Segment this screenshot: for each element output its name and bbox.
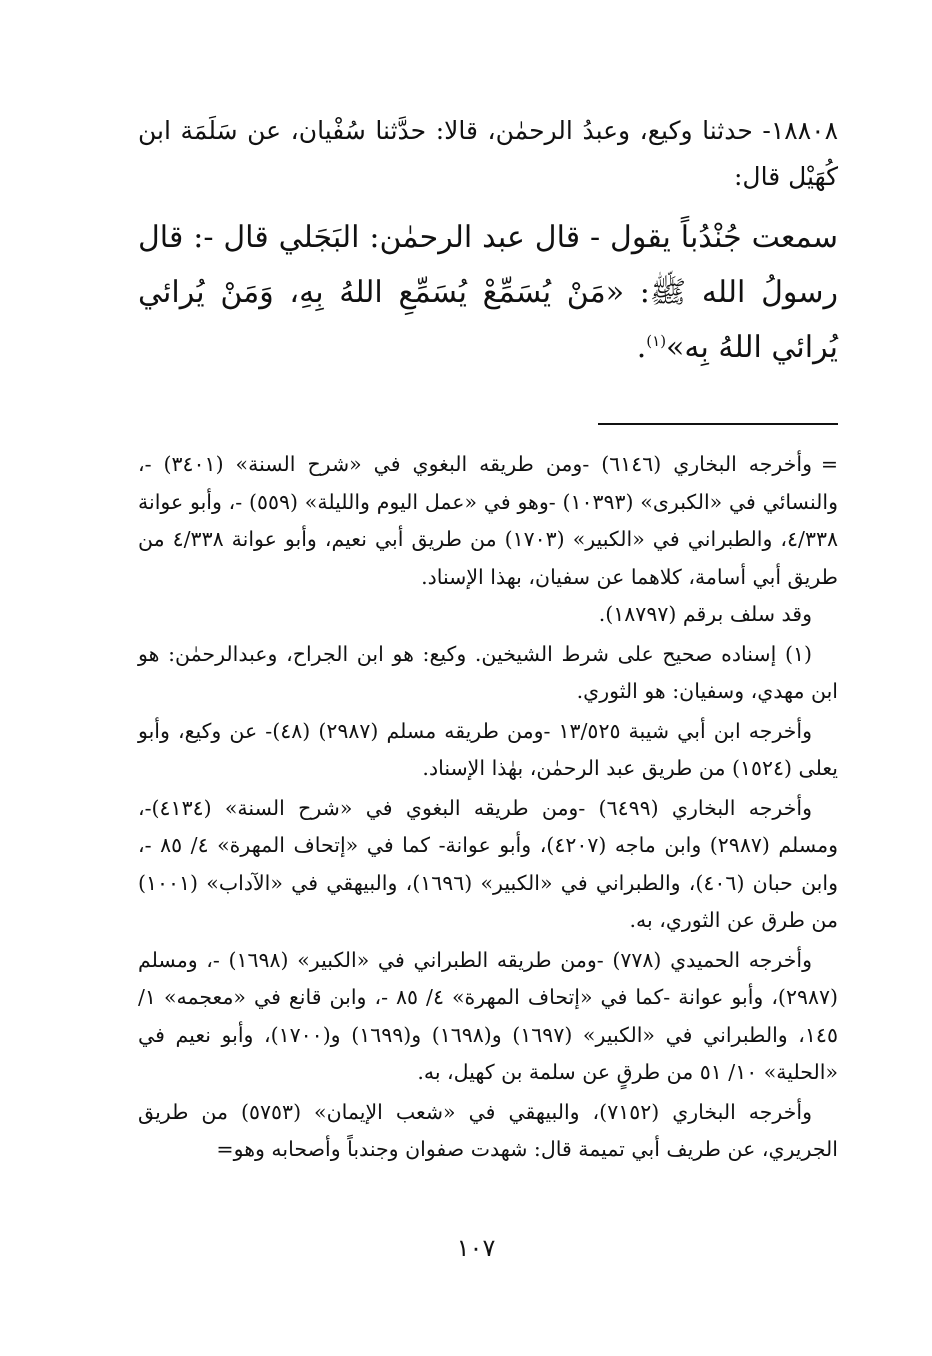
footnote-paragraph: وأخرجه البخاري (٦٤٩٩) -ومن طريقه البغوي في «شرح السنة» (٤١٣٤)-، ومسلم (٢٩٨٧) وابن ماجه (٤٢٠٧)، وأبو عوانة- كما في «إتحاف المهرة» ٤/ ٨٥ -، وابن حبان (٤٠٦)، والطبراني في «الكبير» (١٦٩٦)، والبيهقي في «الآداب» (١٠٠١) من طرق عن الثوري، به. bbox=[138, 795, 838, 932]
footnote-paragraph: وأخرجه الحميدي (٧٧٨) -ومن طريقه الطبراني في «الكبير» (١٦٩٨) -، ومسلم (٢٩٨٧)، وأبو عوانة -كما في «إتحاف المهرة» ٤/ ٨٥ -، وابن قانع في «معجمه» ١/ ١٤٥، والطبراني في «الكبير» (١٦٩٧) و(١٦٩٨) و(١٦٩٩) و(١٧٠٠)، وأبو نعيم في «الحلية» ١٠/ ٥١ من طرقٍ عن سلمة بن كهيل، به. bbox=[138, 947, 838, 1084]
footnote-paragraph: وأخرجه البخاري (٧١٥٢)، والبيهقي في «شعب الإيمان» (٥٧٥٣) من طريق الجريري، عن طريف أبي تميمة قال: شهدت صفوان وجندباً وأصحابه وهو= bbox=[138, 1099, 838, 1161]
footnote-1-paragraph: (١) إسناده صحيح على شرط الشيخين. وكيع: هو ابن الجراح، وعبدالرحمٰن: هو ابن مهدي، وسفيان: هو الثوري. bbox=[138, 641, 838, 703]
hadith-matn bbox=[138, 210, 838, 375]
hadith-end-mark: . bbox=[636, 330, 647, 365]
hadith-matn-text: سمعت جُنْدُباً يقول - قال عبد الرحمٰن: البَجَلي قال -: قال رسولُ الله ﷺ: «مَنْ يُسَمِّعْ يُسَمِّعِ اللهُ بِهِ، وَمَنْ يُرائي يُرائي اللهُ بِه» bbox=[138, 220, 838, 365]
hadith-isnad: ١٨٨٠٨- حدثنا وكيع، وعبدُ الرحمٰن، قالا: حدَّثنا سُفْيان، عن سَلَمَة ابن كُهَيْل قال: bbox=[138, 116, 838, 191]
footnote-divider bbox=[598, 423, 838, 425]
page-number: ١٠٧ bbox=[456, 1234, 496, 1262]
footnote-continued-paragraph bbox=[138, 446, 838, 596]
footnote-text: وأخرجه البخاري (٦١٤٦) -ومن طريقه البغوي في «شرح السنة» (٣٤٠١) -، والنسائي في «الكبرى» (١٠٣٩٣) -وهو في «عمل اليوم والليلة» (٥٥٩) -، وأبو عوانة ٤/٣٣٨، والطبراني في «الكبير» (١٧٠٣) من طريق أبي نعيم، وأبو عوانة ٤/٣٣٨ من طريق أبي أسامة، كلاهما عن سفيان، بهذا الإسناد. bbox=[138, 452, 838, 589]
footnote-paragraph: وأخرجه ابن أبي شيبة ١٣/٥٢٥ -ومن طريقه مسلم (٢٩٨٧) (٤٨)- عن وكيع، وأبو يعلى (١٥٢٤) من طريق عبد الرحمٰن، بهٰذا الإسناد. bbox=[138, 718, 838, 780]
footnote-paragraph: وقد سلف برقم (١٨٧٩٧). bbox=[598, 602, 812, 626]
footnote-reference: (١) bbox=[646, 332, 667, 350]
main-text-block bbox=[138, 108, 838, 375]
continuation-sign: = bbox=[820, 452, 838, 476]
footnotes-block bbox=[138, 446, 838, 1169]
